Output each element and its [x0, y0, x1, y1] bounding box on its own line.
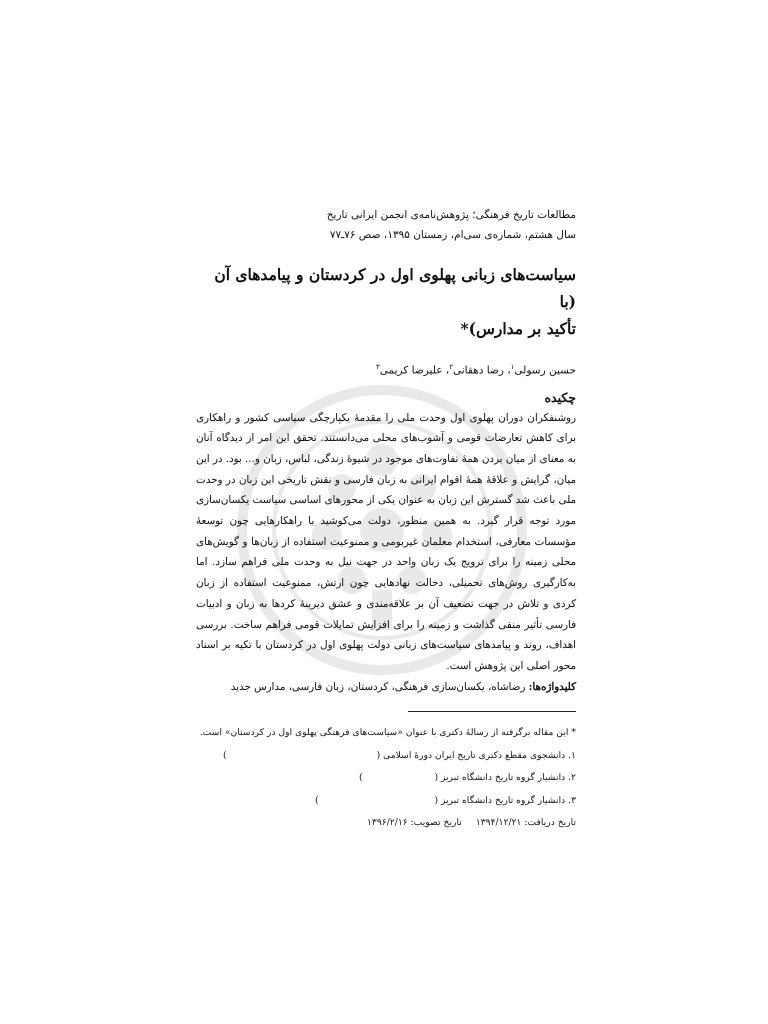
footnote-3: [196, 790, 576, 813]
journal-name: مطالعات تاریخ فرهنگی؛ پژوهش‌نامه‌ی انجمن ایرانی تاریخ: [326, 209, 576, 221]
author-separator: ،: [503, 364, 511, 377]
title-line-1: سیاست‌های زبانی پهلوی اول در کردستان و پیامدهای آن (با: [214, 265, 576, 311]
authors-line: [196, 358, 576, 380]
article-dates: [196, 812, 576, 835]
journal-header: [196, 205, 576, 245]
abstract-heading: چکیده: [544, 389, 576, 405]
title-line-2: تأکید بر مدارس)*: [460, 319, 576, 338]
footnote-1-close: ): [222, 749, 227, 761]
approved-date: تاریخ تصویب: ۱۳۹۶/۲/۱۶: [367, 817, 462, 829]
received-date: تاریخ دریافت: ۱۳۹۴/۱۲/۲۱: [475, 817, 576, 829]
footnote-3-text: ۳. دانشیار گروه تاریخ دانشگاه تبریز (: [434, 794, 576, 806]
footnote-2-text: ۲. دانشیار گروه تاریخ دانشگاه تبریز (: [434, 772, 576, 784]
author-2-sup: ۲: [449, 363, 453, 371]
author-3-sup: ۳: [376, 363, 380, 371]
footnote-divider: [408, 711, 576, 712]
keywords: [196, 677, 576, 698]
footnote-1-text: ۱. دانشجوی مقطع دکتری تاریخ ایران دورهٔ اسلامی (: [376, 749, 576, 761]
footnote-3-close: ): [314, 794, 319, 806]
author-separator: ،: [442, 364, 450, 377]
article-title: [196, 261, 576, 342]
author-1-sup: ۱: [510, 363, 515, 371]
keywords-text: رضاشاه، یکسان‌سازی فرهنگی، کردستان، زبان فارسی، مدارس جدید: [230, 680, 526, 693]
author-3: علیرضا کریمی: [379, 364, 443, 377]
article-page: [196, 205, 576, 835]
author-2: رضا دهقانی: [452, 364, 504, 377]
keywords-label: کلیدواژه‌ها:: [528, 680, 576, 693]
footnote-2-close: ): [358, 772, 363, 784]
journal-issue: سال هشتم، شماره‌ی سی‌ام، زمستان ۱۳۹۵، صص ۷۶ـ۷۷: [329, 229, 576, 241]
abstract-text: روشنفکران دوران پهلوی اول وحدت ملی را مقدمهٔ یکپارچگی سیاسی کشور و راهکاری برای کاهش تعارضات قومی و آشوب‌های محلی می‌دانستند. تحقق این امر از دیدگاه آنان به معنای از میان بردن همهٔ تفاوت‌های موجود در شیوهٔ زندگی، لباس، زبان و... بود. در این میان، گرایش و علاقهٔ همهٔ اقوام ایرانی به زبان فارسی و نقش تاریخی این زبان در وحدت ملی باعث شد گسترش این زبان به عنوان یکی از محورهای اساسی سیاست یکسان‌سازی مورد توجه قرار گیرد. به همین منظور، دولت می‌کوشید با راهکارهایی چون توسعهٔ مؤسسات معارفی، استخدام معلمان غیربومی و ممنوعیت استفاده از زبان‌ها و گویش‌های محلی زمینه را برای ترویج یک زبان واحد در جهت نیل به وحدت ملی فراهم سازد. اما به‌کارگیری روش‌های تحمیلی، دخالت نهادهایی چون ارتش، ممنوعیت استفاده از زبان کردی و تلاش در جهت تضعیف آن بر علاقه‌مندی و عشق دیرینهٔ کردها به زبان و ادبیات فارسی تأثیر منفی گذاشت و زمینه را برای افزایش تمایلات قومی فراهم ساخت. بررسی اهداف، روند و پیامدهای سیاست‌های زبانی دولت پهلوی اول در کردستان با تکیه بر اسناد محور اصلی این پژوهش است.: [195, 411, 576, 672]
footnote-2: [196, 767, 576, 790]
footnote-star: * این مقاله برگرفته از رسالهٔ دکتری با عنوان «سیاست‌های فرهنگی پهلوی اول در کردستان» است.: [199, 727, 576, 739]
author-1: حسین رسولی: [514, 364, 576, 377]
footnote-1: [196, 745, 576, 768]
